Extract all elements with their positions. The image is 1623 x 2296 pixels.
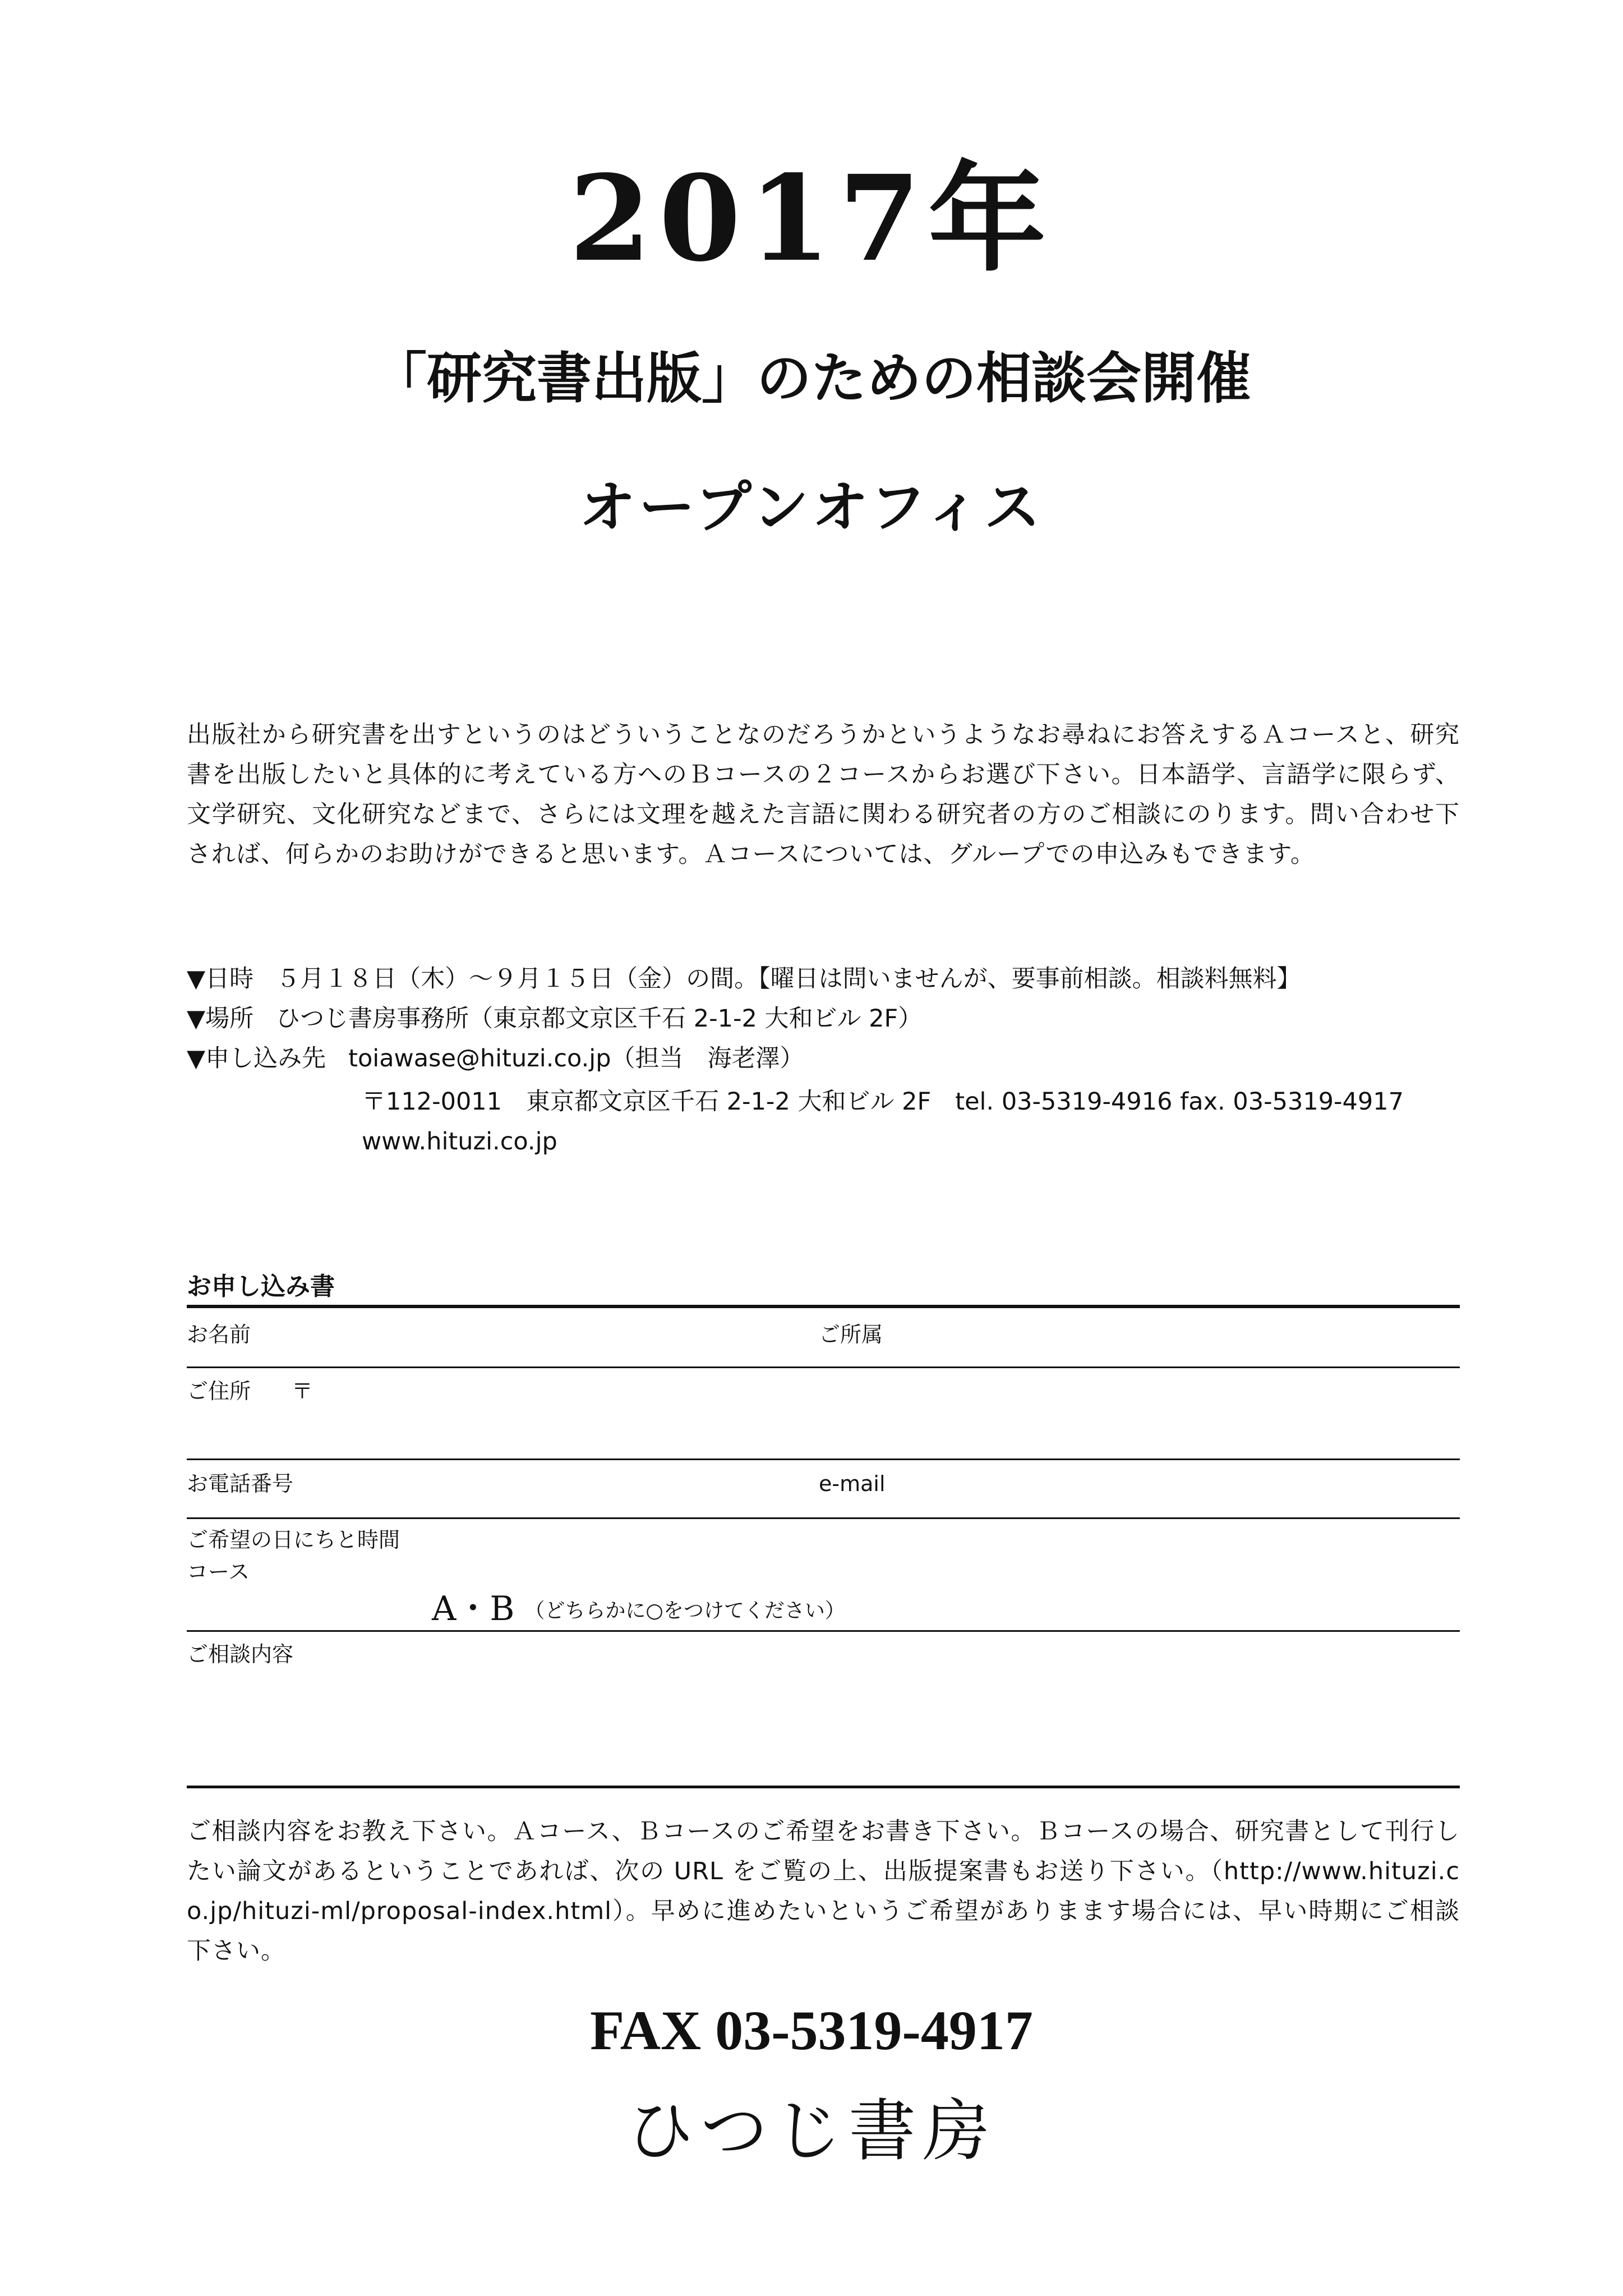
form-rule (187, 1366, 1460, 1368)
apply-email: toiawase@hituzi.co.jp（担当 海老澤） (348, 1045, 804, 1073)
publisher-name: ひつじ書房 (626, 2092, 997, 2170)
form-rule (187, 1517, 1460, 1519)
place-value: ひつじ書房事務所（東京都文京区千石 2-1-2 大和ビル 2F） (276, 1005, 923, 1033)
footer-note: ご相談内容をお教え下さい。Ａコース、Ｂコースのご希望をお書き下さい。Ｂコースの場合、研究書として刊行したい論文があるということであれば、次の URL をご覧の上、出版提案書もお送り下さい。（http://www.hituzi.co.jp/hituzi-ml/proposal-index.html）。早めに進めたいというご希望がありまます場合には、早い時期にご相談下さい。 (187, 1818, 1460, 1965)
course-options: A・B (432, 1589, 515, 1628)
page-subtitle: 「研究書出版」のための相談会開催 (371, 346, 1251, 411)
event-info (187, 959, 1477, 1162)
consult-field-label: ご相談内容 (187, 1642, 294, 1667)
form-rule (187, 1630, 1460, 1632)
course-field-label: コース (187, 1559, 250, 1584)
phone-field-label: お電話番号 (187, 1471, 294, 1496)
affiliation-field-label: ご所属 (819, 1322, 883, 1347)
name-field-label: お名前 (187, 1322, 251, 1347)
form-top-rule (187, 1305, 1460, 1308)
contact-address: 〒112-0011 東京都文京区千石 2-1-2 大和ビル 2F tel. 03-5319-4916 fax. 03-5319-4917 (362, 1088, 1404, 1116)
form-heading: お申し込み書 (187, 1272, 335, 1301)
intro-paragraph: 出版社から研究書を出すというのはどういうことなのだろうかというようなお尋ねにお答えするＡコースと、研究書を出版したいと具体的に考えている方へのＢコースの２コースからお選び下さい。日本語学、言語学に限らず、文学研究、文化研究などまで、さらには文理を越えた言語に関わる研究者の方のご相談にのります。問い合わせ下されば、何らかのお助けができると思います。Ａコースについては、グループでの申込みもできます。 (187, 721, 1460, 868)
event-name: オープンオフィス (579, 475, 1044, 540)
website-link: www.hituzi.co.jp (362, 1128, 557, 1156)
form-bottom-rule (187, 1786, 1460, 1788)
address-field-label: ご住所 (187, 1379, 251, 1404)
page-title-year: 2017年 (569, 149, 1054, 288)
apply-label: ▼申し込み先 (187, 1045, 326, 1073)
course-note: （どちらかに○をつけてください） (524, 1599, 845, 1623)
email-field-label: e-mail (819, 1471, 886, 1496)
place-label: ▼場所 (187, 1005, 254, 1033)
course-choice (432, 1586, 845, 1634)
fax-number: FAX 03-5319-4917 (590, 1999, 1033, 2062)
datetime-label: ▼日時 (187, 965, 254, 993)
info-apply (187, 1039, 1477, 1079)
info-place (187, 999, 1477, 1039)
date-field-label: ご希望の日にちと時間 (187, 1527, 400, 1552)
form-rule (187, 1458, 1460, 1460)
datetime-value: ５月１８日（木）〜９月１５日（金）の間。【曜日は問いませんが、要事前相談。相談料無料】 (276, 965, 1301, 993)
info-datetime (187, 959, 1477, 999)
postal-mark: 〒 (292, 1379, 313, 1404)
